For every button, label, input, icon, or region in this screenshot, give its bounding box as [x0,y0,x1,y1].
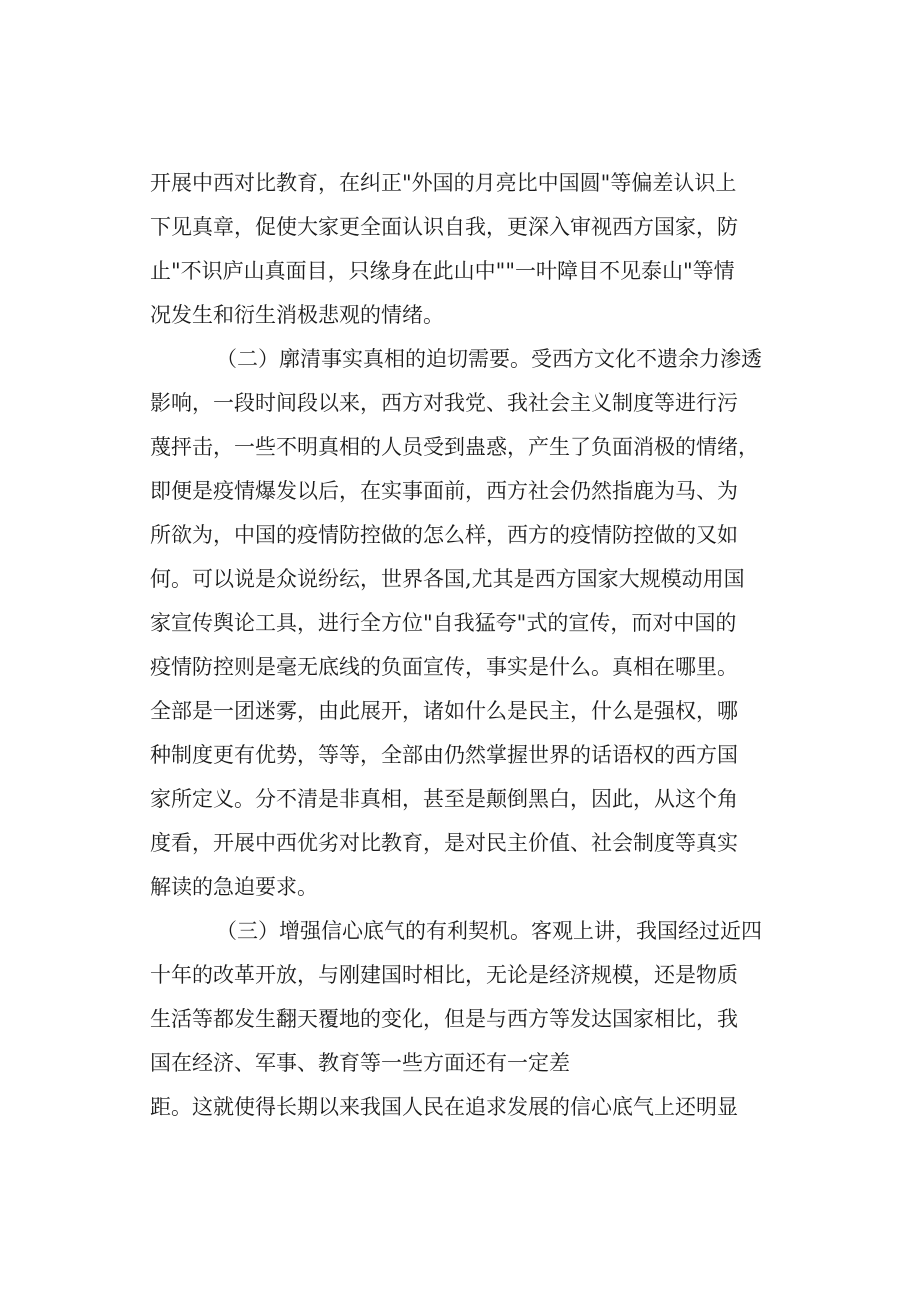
paragraph-1-line-1: 开展中西对比教育，在纠正"外国的月亮比中国圆"等偏差认识上 [150,171,737,195]
paragraph-2-line-8: 疫情防控则是毫无底线的负面宣传，事实是什么。真相在哪里。 [150,655,738,679]
paragraph-2-line-2: 影响，一段时间段以来，西方对我党、我社会主义制度等进行污 [150,391,738,415]
paragraph-2-line-12: 度看，开展中西优劣对比教育，是对民主价值、社会制度等真实 [150,831,738,855]
paragraph-2-line-10: 种制度更有优势，等等，全部由仍然掌握世界的话语权的西方国 [150,743,738,767]
section-2-heading-line: （二）廓清事实真相的迫切需要。受西方文化不遗余力渗透 [216,347,762,371]
paragraph-3-line-3: 生活等都发生翻天覆地的变化，但是与西方等发达国家相比，我 [150,1007,738,1031]
section-3-heading-line: （三）增强信心底气的有利契机。客观上讲，我国经过近四 [216,919,762,943]
paragraph-3-line-4: 国在经济、军事、教育等一些方面还有一定差 [150,1051,570,1075]
paragraph-2-line-5: 所欲为，中国的疫情防控做的怎么样，西方的疫情防控做的又如 [150,523,738,547]
paragraph-2-line-13: 解读的急迫要求。 [150,875,318,899]
paragraph-2-line-6: 何。可以说是众说纷纭，世界各国,尤其是西方国家大规模动用国 [150,567,745,591]
paragraph-2-line-9: 全部是一团迷雾，由此展开，诸如什么是民主，什么是强权，哪 [150,699,738,723]
paragraph-1-line-4: 况发生和衍生消极悲观的情绪。 [150,303,444,327]
paragraph-3-line-5: 距。这就使得长期以来我国人民在追求发展的信心底气上还明显 [150,1095,738,1119]
paragraph-1-line-2: 下见真章，促使大家更全面认识自我，更深入审视西方国家，防 [150,215,738,239]
paragraph-2-line-7: 家宣传舆论工具，进行全方位"自我猛夸"式的宣传，而对中国的 [150,611,737,635]
paragraph-1-line-3: 止"不识庐山真面目，只缘身在此山中""一叶障目不见泰山"等情 [150,259,735,283]
paragraph-2-line-11: 家所定义。分不清是非真相，甚至是颠倒黑白，因此，从这个角 [150,787,738,811]
paragraph-3-line-2: 十年的改革开放，与刚建国时相比，无论是经济规模，还是物质 [150,963,738,987]
paragraph-2-line-3: 蔑抨击，一些不明真相的人员受到蛊惑，产生了负面消极的情绪， [150,435,759,459]
paragraph-2-line-4: 即便是疫情爆发以后，在实事面前，西方社会仍然指鹿为马、为 [150,479,738,503]
